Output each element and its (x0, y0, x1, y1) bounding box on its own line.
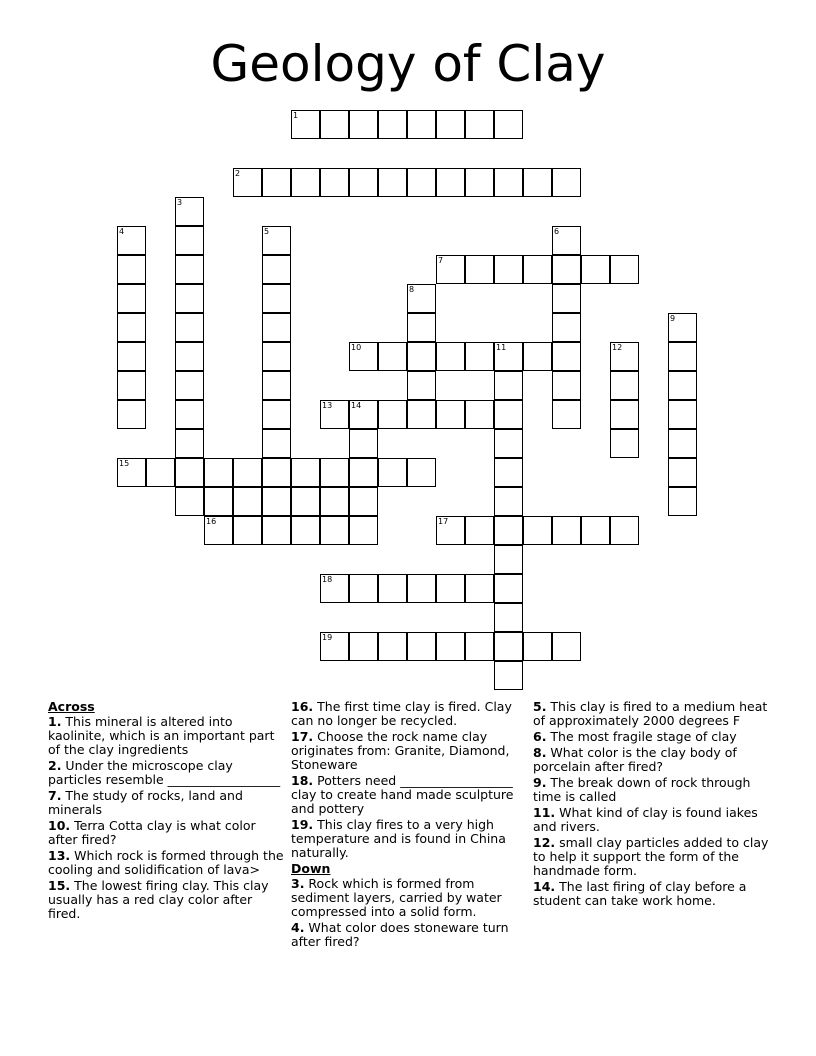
clue-item-text: What kind of clay is found iakes and rivers. (533, 805, 758, 834)
clues-column-2 (291, 700, 527, 951)
crossword-cell[interactable] (204, 516, 233, 545)
crossword-cell[interactable] (262, 371, 291, 400)
crossword-cell[interactable] (436, 632, 465, 661)
crossword-cell[interactable] (349, 487, 378, 516)
crossword-cell[interactable] (175, 429, 204, 458)
crossword-cell[interactable] (494, 371, 523, 400)
crossword-cell[interactable] (146, 458, 175, 487)
clue-item (48, 715, 284, 757)
clue-item-number: 9. (533, 775, 547, 790)
clue-number: 11 (496, 343, 507, 352)
crossword-cell[interactable] (610, 516, 639, 545)
clue-item-number: 4. (291, 920, 305, 935)
crossword-cell[interactable] (117, 458, 146, 487)
clue-item-number: 18. (291, 773, 314, 788)
crossword-cell[interactable] (465, 400, 494, 429)
crossword-cell[interactable] (552, 255, 581, 284)
crossword-cell[interactable] (407, 110, 436, 139)
crossword-cell[interactable] (407, 313, 436, 342)
crossword-cell[interactable] (494, 632, 523, 661)
crossword-cell[interactable] (436, 168, 465, 197)
crossword-cell[interactable] (320, 574, 349, 603)
crossword-cell[interactable] (378, 632, 407, 661)
crossword-cell[interactable] (494, 429, 523, 458)
crossword-cell[interactable] (494, 574, 523, 603)
clue-item (291, 700, 527, 728)
crossword-cell[interactable] (378, 458, 407, 487)
crossword-cell[interactable] (349, 110, 378, 139)
crossword-cell[interactable] (465, 574, 494, 603)
clue-item-number: 17. (291, 729, 314, 744)
crossword-cell[interactable] (320, 487, 349, 516)
crossword-cell[interactable] (233, 458, 262, 487)
clue-item-text: The lowest firing clay. This clay usually has a red clay color after fired. (48, 878, 269, 921)
clue-item-text: The first time clay is fired. Clay can no longer be recycled. (291, 699, 512, 728)
clue-item (533, 836, 769, 878)
crossword-cell[interactable] (117, 255, 146, 284)
crossword-cell[interactable] (262, 226, 291, 255)
crossword-cell[interactable] (407, 168, 436, 197)
clue-item (48, 879, 284, 921)
crossword-cell[interactable] (175, 226, 204, 255)
crossword-cell[interactable] (552, 313, 581, 342)
crossword-cell[interactable] (494, 342, 523, 371)
clue-item (291, 877, 527, 919)
crossword-cell[interactable] (465, 168, 494, 197)
crossword-cell[interactable] (494, 400, 523, 429)
clue-number: 1 (293, 111, 299, 120)
clue-item-number: 2. (48, 758, 62, 773)
clue-item-number: 10. (48, 818, 71, 833)
crossword-cell[interactable] (291, 110, 320, 139)
page-title: Geology of Clay (210, 35, 606, 93)
crossword-cell[interactable] (175, 255, 204, 284)
clue-item (533, 730, 769, 744)
crossword-cell[interactable] (610, 429, 639, 458)
crossword-cell[interactable] (291, 458, 320, 487)
clue-number: 2 (235, 169, 241, 178)
crossword-cell[interactable] (465, 516, 494, 545)
crossword-cell[interactable] (262, 458, 291, 487)
crossword-cell[interactable] (407, 342, 436, 371)
crossword-cell[interactable] (610, 400, 639, 429)
clue-item-number: 11. (533, 805, 556, 820)
clue-number: 13 (322, 401, 333, 410)
crossword-cell[interactable] (233, 516, 262, 545)
crossword-cell[interactable] (175, 371, 204, 400)
crossword-cell[interactable] (262, 487, 291, 516)
clue-number: 10 (351, 343, 362, 352)
crossword-cell[interactable] (320, 458, 349, 487)
crossword-cell[interactable] (494, 487, 523, 516)
clue-item (291, 774, 527, 816)
clue-item-text: This clay is fired to a medium heat of approximately 2000 degrees F (533, 699, 768, 728)
clue-number: 14 (351, 401, 362, 410)
crossword-cell[interactable] (668, 400, 697, 429)
clue-item-number: 14. (533, 879, 556, 894)
clue-item-number: 16. (291, 699, 314, 714)
clue-number: 9 (670, 314, 676, 323)
crossword-cell[interactable] (494, 661, 523, 690)
crossword-cell[interactable] (349, 342, 378, 371)
crossword-cell[interactable] (552, 371, 581, 400)
crossword-cell[interactable] (117, 400, 146, 429)
crossword-cell[interactable] (320, 516, 349, 545)
crossword-cell[interactable] (407, 400, 436, 429)
clue-number: 8 (409, 285, 415, 294)
crossword-cell[interactable] (407, 458, 436, 487)
clues-column-3 (533, 700, 769, 910)
clue-item-number: 12. (533, 835, 556, 850)
crossword-cell[interactable] (668, 458, 697, 487)
crossword-cell[interactable] (523, 342, 552, 371)
clue-item-text: Under the microscope clay particles resemble __________________ (48, 758, 281, 787)
clue-item-text: The study of rocks, land and minerals (48, 788, 243, 817)
crossword-cell[interactable] (233, 168, 262, 197)
crossword-cell[interactable] (552, 632, 581, 661)
crossword-cell[interactable] (378, 168, 407, 197)
crossword-cell[interactable] (668, 371, 697, 400)
clue-item-text: This mineral is altered into kaolinite, which is an important part of the clay ingredients (48, 714, 275, 757)
clue-item-text: The last firing of clay before a student can take work home. (533, 879, 747, 908)
crossword-cell[interactable] (320, 168, 349, 197)
crossword-cell[interactable] (494, 255, 523, 284)
clue-number: 17 (438, 517, 449, 526)
clue-item-text: What color does stoneware turn after fired? (291, 920, 509, 949)
clue-item-number: 15. (48, 878, 71, 893)
crossword-cell[interactable] (204, 458, 233, 487)
clue-section-header: Across (48, 699, 95, 714)
clue-item-text: small clay particles added to clay to help it support the form of the handmade form. (533, 835, 769, 878)
crossword-cell[interactable] (117, 371, 146, 400)
crossword-cell[interactable] (262, 429, 291, 458)
crossword-cell[interactable] (407, 632, 436, 661)
clue-item-text: Rock which is formed from sediment layers, carried by water compressed into a solid form. (291, 876, 502, 919)
crossword-cell[interactable] (581, 516, 610, 545)
crossword-cell[interactable] (262, 284, 291, 313)
crossword-cell[interactable] (436, 574, 465, 603)
crossword-cell[interactable] (523, 255, 552, 284)
crossword-cell[interactable] (378, 110, 407, 139)
clue-item-number: 19. (291, 817, 314, 832)
clue-number: 4 (119, 227, 125, 236)
crossword-cell[interactable] (552, 400, 581, 429)
crossword-cell[interactable] (175, 487, 204, 516)
crossword-cell[interactable] (436, 255, 465, 284)
crossword-cell[interactable] (494, 168, 523, 197)
crossword-cell[interactable] (291, 168, 320, 197)
crossword-cell[interactable] (262, 313, 291, 342)
clue-number: 15 (119, 459, 130, 468)
clue-item (291, 818, 527, 860)
clue-section-header: Down (291, 861, 331, 876)
clue-item (48, 789, 284, 817)
clue-number: 19 (322, 633, 333, 642)
crossword-cell[interactable] (117, 342, 146, 371)
crossword-cell[interactable] (175, 342, 204, 371)
clue-item-number: 7. (48, 788, 62, 803)
clue-item-number: 1. (48, 714, 62, 729)
clue-item-number: 6. (533, 729, 547, 744)
crossword-cell[interactable] (610, 342, 639, 371)
clue-item-text: What color is the clay body of porcelain after fired? (533, 745, 737, 774)
crossword-cell[interactable] (465, 255, 494, 284)
crossword-cell[interactable] (262, 342, 291, 371)
crossword-cell[interactable] (262, 516, 291, 545)
crossword-cell[interactable] (407, 574, 436, 603)
crossword-cell[interactable] (668, 429, 697, 458)
clue-number: 16 (206, 517, 217, 526)
clue-item-text: This clay fires to a very high temperature and is found in China naturally. (291, 817, 506, 860)
crossword-cell[interactable] (262, 255, 291, 284)
clue-item-text: The break down of rock through time is called (533, 775, 751, 804)
crossword-cell[interactable] (262, 168, 291, 197)
crossword-cell[interactable] (494, 458, 523, 487)
crossword-cell[interactable] (523, 632, 552, 661)
clue-item (48, 819, 284, 847)
crossword-cell[interactable] (610, 255, 639, 284)
crossword-cell[interactable] (494, 110, 523, 139)
clue-item (291, 921, 527, 949)
crossword-cell[interactable] (494, 516, 523, 545)
clue-item-number: 5. (533, 699, 547, 714)
crossword-cell[interactable] (349, 429, 378, 458)
crossword-cell[interactable] (378, 342, 407, 371)
clue-item-number: 3. (291, 876, 305, 891)
clue-number: 6 (554, 227, 560, 236)
clue-item (533, 880, 769, 908)
crossword-cell[interactable] (117, 313, 146, 342)
clues-column-1 (48, 700, 284, 923)
clue-number: 18 (322, 575, 333, 584)
clue-item (291, 730, 527, 772)
crossword-cell[interactable] (465, 342, 494, 371)
clue-item (533, 806, 769, 834)
clue-item-number: 13. (48, 848, 71, 863)
crossword-cell[interactable] (552, 342, 581, 371)
clue-item-text: Which rock is formed through the cooling and solidification of lava> (48, 848, 284, 877)
crossword-cell[interactable] (291, 487, 320, 516)
crossword-cell[interactable] (262, 400, 291, 429)
crossword-cell[interactable] (349, 458, 378, 487)
clue-number: 3 (177, 198, 183, 207)
crossword-cell[interactable] (378, 574, 407, 603)
crossword-cell[interactable] (523, 168, 552, 197)
crossword-cell[interactable] (668, 342, 697, 371)
crossword-cell[interactable] (465, 110, 494, 139)
crossword-cell[interactable] (610, 371, 639, 400)
crossword-cell[interactable] (349, 574, 378, 603)
crossword-cell[interactable] (668, 313, 697, 342)
clue-item (533, 776, 769, 804)
clue-number: 5 (264, 227, 270, 236)
crossword-cell[interactable] (320, 632, 349, 661)
crossword-cell[interactable] (291, 516, 320, 545)
crossword-cell[interactable] (436, 110, 465, 139)
crossword-cell[interactable] (320, 400, 349, 429)
clue-item-number: 8. (533, 745, 547, 760)
crossword-cell[interactable] (349, 168, 378, 197)
crossword-cell[interactable] (581, 255, 610, 284)
crossword-cell[interactable] (494, 545, 523, 574)
crossword-cell[interactable] (378, 400, 407, 429)
crossword-cell[interactable] (494, 603, 523, 632)
crossword-cell[interactable] (349, 632, 378, 661)
clue-item-text: The most fragile stage of clay (546, 729, 737, 744)
crossword-cell[interactable] (204, 487, 233, 516)
crossword-cell[interactable] (349, 516, 378, 545)
clue-item (533, 700, 769, 728)
clue-item-text: Terra Cotta clay is what color after fired? (48, 818, 256, 847)
clue-item-text: Potters need __________________ clay to create hand made sculpture and pottery (291, 773, 514, 816)
crossword-cell[interactable] (552, 516, 581, 545)
crossword-cell[interactable] (320, 110, 349, 139)
crossword-cell[interactable] (436, 516, 465, 545)
crossword-cell[interactable] (175, 313, 204, 342)
crossword-cell[interactable] (233, 487, 262, 516)
clue-item (48, 759, 284, 787)
crossword-cell[interactable] (436, 342, 465, 371)
clue-number: 7 (438, 256, 444, 265)
crossword-cell[interactable] (407, 371, 436, 400)
crossword-cell[interactable] (175, 284, 204, 313)
crossword-cell[interactable] (552, 284, 581, 313)
crossword-cell[interactable] (407, 284, 436, 313)
crossword-cell[interactable] (552, 226, 581, 255)
crossword-cell[interactable] (523, 516, 552, 545)
crossword-cell[interactable] (175, 458, 204, 487)
crossword-cell[interactable] (552, 168, 581, 197)
clue-item (48, 849, 284, 877)
crossword-cell[interactable] (117, 284, 146, 313)
crossword-cell[interactable] (349, 400, 378, 429)
crossword-cell[interactable] (175, 400, 204, 429)
crossword-cell[interactable] (465, 632, 494, 661)
crossword-cell[interactable] (668, 487, 697, 516)
clue-item (533, 746, 769, 774)
clue-number: 12 (612, 343, 623, 352)
clue-item-text: Choose the rock name clay originates from: Granite, Diamond, Stoneware (291, 729, 510, 772)
crossword-cell[interactable] (117, 226, 146, 255)
crossword-cell[interactable] (175, 197, 204, 226)
crossword-cell[interactable] (436, 400, 465, 429)
